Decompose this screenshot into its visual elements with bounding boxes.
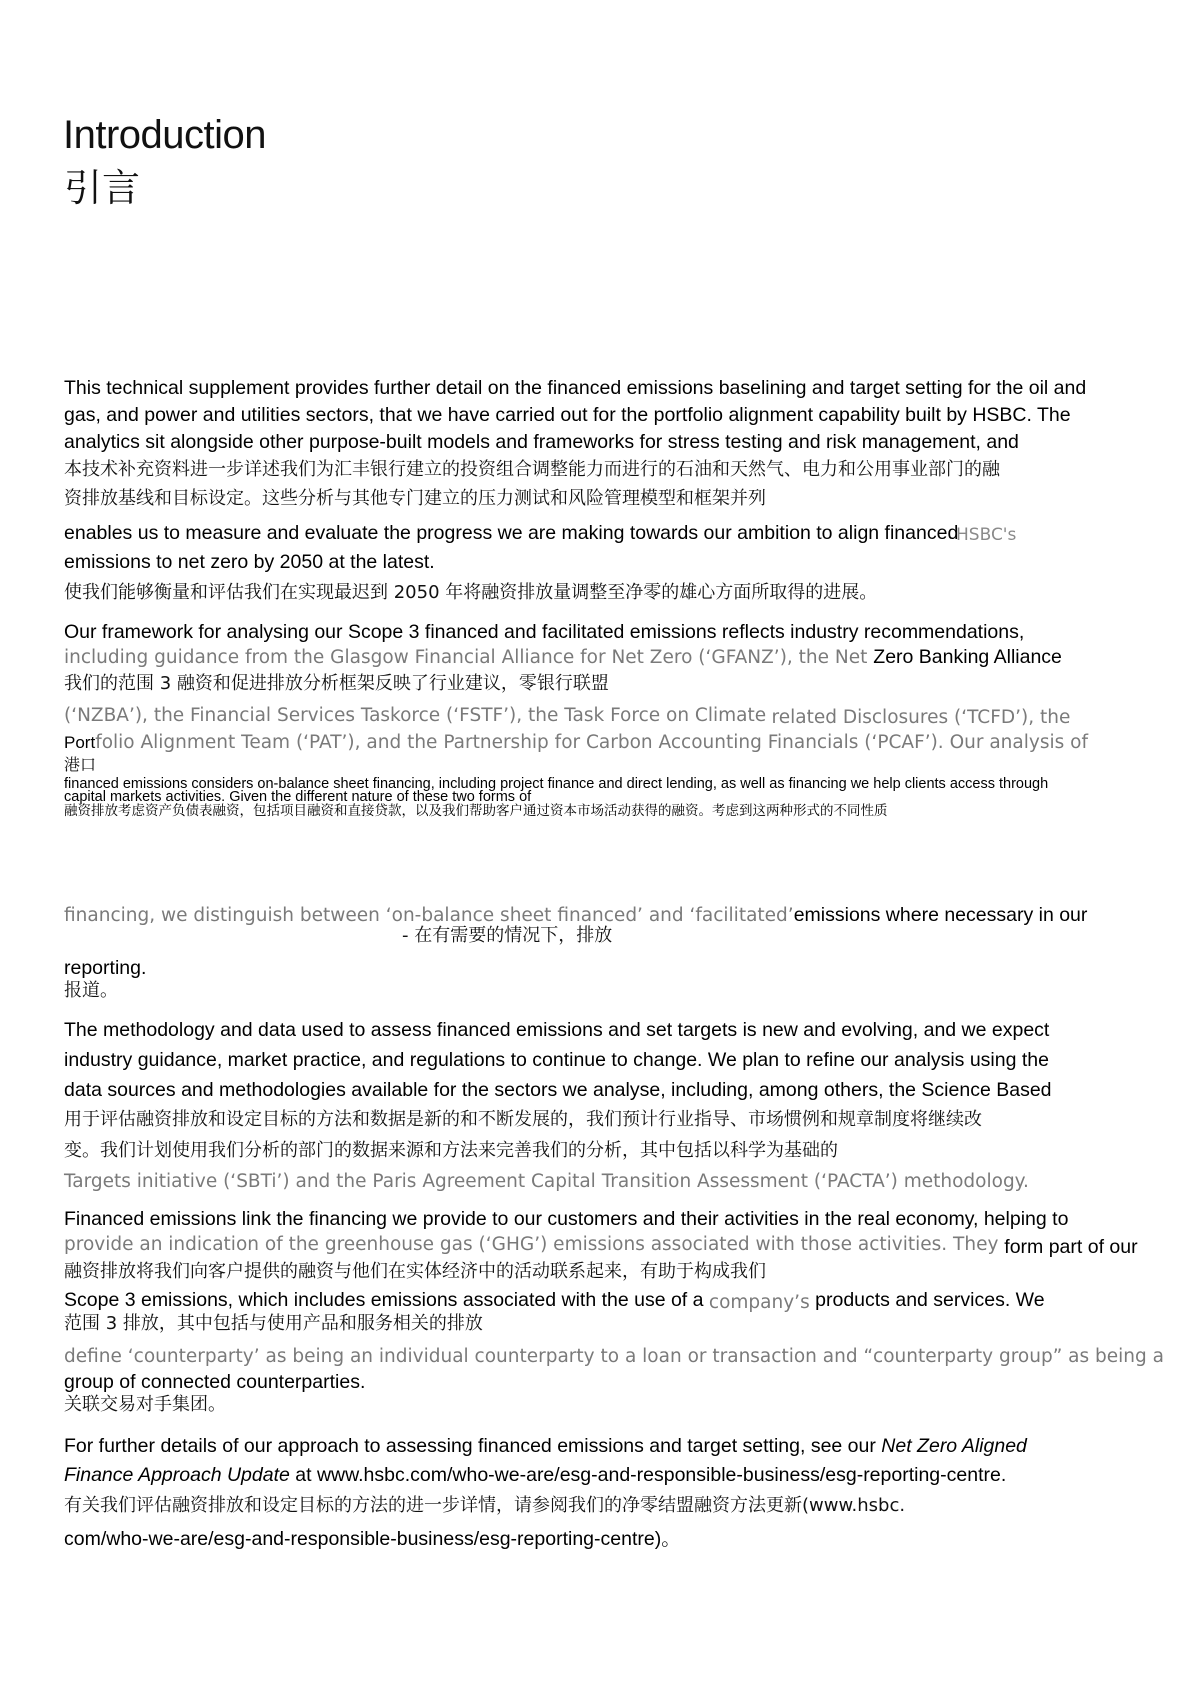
text-line: gas, and power and utilities sectors, that we have carried out for the portfolio alignment capability built by HSBC. The (64, 404, 1071, 426)
publication-title: Finance Approach Update (64, 1464, 290, 1486)
text-line-chinese: 报道。 (64, 980, 118, 1001)
text-segment: form part of our (1004, 1236, 1138, 1258)
text-line (64, 1288, 1045, 1313)
text-line (64, 730, 1088, 755)
text-segment: Zero Banking Alliance (873, 646, 1062, 668)
text-line-grey: Targets initiative (‘SBTi’) and the Paris Agreement Capital Transition Assessment (‘PACTA’) methodology. (64, 1171, 1029, 1192)
text-line: com/who-we-are/esg-and-responsible-business/esg-reporting-centre)。 (64, 1528, 681, 1550)
text-segment-grey: including guidance from the Glasgow Financial Alliance for Net Zero (‘GFANZ’), the Net (64, 647, 874, 668)
text-segment: products and services. We (809, 1289, 1045, 1311)
text-segment-grey: folio Alignment Team (‘PAT’), and the Partnership for Carbon Accounting Financials (‘PCAF’). Our analysis of (95, 732, 1088, 753)
text-segment: Port (64, 733, 96, 752)
text-line: data sources and methodologies available for the sectors we analyse, including, among others, the Science Based (64, 1079, 1052, 1101)
text-line-chinese: 我们的范围 3 融资和促进排放分析框架反映了行业建议，零银行联盟 (64, 673, 609, 694)
text-line: Our framework for analysing our Scope 3 financed and facilitated emissions reflects industry recommendations, (64, 621, 1025, 643)
text-line: The methodology and data used to assess financed emissions and set targets is new and evolving, and we expect (64, 1019, 1050, 1041)
text-segment-grey: provide an indication of the greenhouse gas (‘GHG’) emissions associated with those activities. They (64, 1234, 1005, 1255)
text-line (64, 521, 1017, 545)
text-line (64, 1434, 1027, 1458)
text-line-chinese: 使我们能够衡量和评估我们在实现最迟到 2050 年将融资排放量调整至净零的雄心方面所取得的进展。 (64, 582, 878, 603)
text-segment: emissions where necessary in our (793, 904, 1088, 926)
text-line-chinese: 资排放基线和目标设定。这些分析与其他专门建立的压力测试和风险管理模型和框架并列 (64, 488, 766, 509)
page-title-chinese: 引言 (64, 166, 141, 210)
publication-title: Net Zero Aligned (881, 1435, 1027, 1457)
text-line-chinese: 港口 (64, 755, 97, 774)
text-line-chinese-small: 融资排放考虑资产负债表融资，包括项目融资和直接贷款，以及我们帮助客户通过资本市场活动获得的融资。考虑到这两种形式的不同性质 (64, 803, 888, 819)
text-segment-grey: financing, we distinguish between ‘on-balance sheet financed’ and ‘facilitated’ (64, 905, 794, 926)
text-line: analytics sit alongside other purpose-built models and frameworks for stress testing and risk management, and (64, 431, 1019, 453)
text-segment: . (1000, 1464, 1007, 1486)
text-line-grey: define ‘counterparty’ as being an individual counterparty to a loan or transaction and “counterparty group” as being a (64, 1346, 1164, 1367)
text-line-chinese: 关联交易对手集团。 (64, 1394, 226, 1415)
esg-reporting-centre-link[interactable]: www.hsbc.com/who-we-are/esg-and-responsible-business/esg-reporting-centre (316, 1464, 1001, 1486)
text-line (64, 703, 1070, 728)
ghost-text: HSBC's (956, 525, 1017, 545)
overlapping-text (916, 521, 1017, 545)
text-line-chinese: 有关我们评估融资排放和设定目标的方法的进一步详情，请参阅我们的净零结盟融资方法更新(www.hsbc. (64, 1495, 906, 1516)
text-line-chinese: 用于评估融资排放和设定目标的方法和数据是新的和不断发展的，我们预计行业指导、市场惯例和规章制度将继续改 (64, 1109, 982, 1130)
text-segment-grey: company’s (708, 1292, 810, 1313)
text-line-chinese: 变。我们计划使用我们分析的部门的数据来源和方法来完善我们的分析，其中包括以科学为基础的 (64, 1140, 838, 1161)
text-line (64, 645, 1062, 670)
text-line-chinese: - 在有需要的情况下，排放 (402, 925, 613, 946)
text-segment-grey: orce (‘FSTF’), the Task Force on Climate (400, 705, 767, 726)
text-line: This technical supplement provides further detail on the financed emissions baselining and target setting for the oil and (64, 377, 1087, 399)
page-title: Introduction (63, 113, 267, 157)
text-line-small: capital markets activities. Given the different nature of these two forms of (64, 789, 532, 805)
text-segment: For further details of our approach to assessing financed emissions and target setting, see our (64, 1435, 882, 1457)
text-line: reporting. (64, 957, 147, 979)
text-segment: nced (916, 522, 959, 544)
text-line-chinese: 范围 3 排放，其中包括与使用产品和服务相关的排放 (64, 1313, 483, 1334)
text-line (64, 1463, 1006, 1487)
text-line: group of connected counterparties. (64, 1371, 366, 1393)
text-line-chinese: 本技术补充资料进一步详述我们为汇丰银行建立的投资组合调整能力而进行的石油和天然气、电力和公用事业部门的融 (64, 459, 1000, 480)
text-line (64, 1232, 1138, 1257)
text-segment-grey: (‘NZBA’), the Financial Services Task (64, 705, 401, 726)
text-line-chinese: 融资排放将我们向客户提供的融资与他们在实体经济中的活动联系起来，有助于构成我们 (64, 1261, 766, 1282)
text-line-small: financed emissions considers on-balance sheet financing, including project finance and direct lending, as well as financing we help clients access through (64, 776, 1049, 792)
text-segment: enables us to measure and evaluate the progress we are making towards our ambition to align fina (64, 522, 916, 544)
text-segment: at (289, 1464, 317, 1486)
text-segment: Scope 3 emissions, which includes emissions associated with the use of a (64, 1289, 709, 1311)
text-line: emissions to net zero by 2050 at the latest. (64, 551, 435, 573)
text-segment-grey: related Disclosures (‘TCFD’), the (771, 707, 1071, 728)
text-line: Financed emissions link the financing we provide to our customers and their activities in the real economy, helping to (64, 1208, 1069, 1230)
text-line: industry guidance, market practice, and regulations to continue to change. We plan to refine our analysis using the (64, 1049, 1049, 1071)
